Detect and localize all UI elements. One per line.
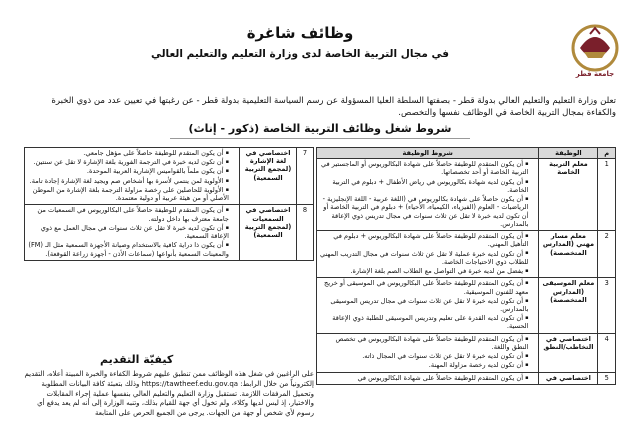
table-row xyxy=(25,148,314,205)
condition-item: ▪ أن يكون المتقدم للوظيفة حاصلاً على البكالوريوس في الموسيقى أو خريج معهد للفنون الموسيقية. xyxy=(319,279,528,295)
row-number: 7 xyxy=(297,148,314,205)
job-conditions xyxy=(317,372,539,384)
jobs-table-left xyxy=(24,147,314,261)
row-number: 4 xyxy=(598,333,616,372)
section-title-text: شروط شغل وظائف التربية الخاصة (ذكور - إناث) xyxy=(188,122,452,135)
condition-item: ▪ يفضل من لديه خبرة في التواصل مع الطلاب الصم بلغة الإشارة. xyxy=(319,267,528,275)
section-title-underline xyxy=(170,138,470,139)
table-row xyxy=(317,372,616,384)
page-subtitle: في مجال التربية الخاصة لدى وزارة التعليم والتعليم العالي xyxy=(150,48,450,60)
condition-item: ▪ أن يكون المتقدم للوظيفة حاصلاً على شهادة البكالوريوس في تخصص النطق واللغة. xyxy=(319,335,528,351)
header-conditions: شروط الوظيفة xyxy=(317,148,539,159)
jobs-table-right-body xyxy=(317,159,616,385)
table-row xyxy=(25,205,314,260)
job-title: اختصاصي في السمعيات (لمجمع التربية السمعية) xyxy=(240,205,297,260)
condition-item: ▪ أن يكون ذا دراية كافية بالاستخدام وصيانة الأجهزة السمعية مثل الـ (FM) والمعينات السمعية بأنواعها (سماعات الأذن - أجهزة زراعة القوقعة). xyxy=(27,241,229,257)
condition-item: ▪ أن يكون المتقدم للوظيفة حاصلاً على شهادة البكالوريوس + دبلوم في التأهيل المهني. xyxy=(319,232,528,248)
condition-item: ▪ أن يكون المتقدم للوظيفة حاصلاً على شهادة البكالوريوس أو الماجستير في التربية الخاصة أو أحد تخصصاتها. xyxy=(319,160,528,176)
header-num: م xyxy=(598,148,616,159)
conditions-list xyxy=(319,374,536,382)
logo-caption: جامعة قطر xyxy=(575,70,615,78)
condition-item: ▪ الأولوية لمن ينتمي لأسرة بها أشخاص صم ويجيد لغة الإشارة إجادة تامة. xyxy=(27,177,229,185)
condition-item: ▪ الأولوية للحاصلين على رخصة مزاولة الترجمة بلغة الإشارة من الموطن الأصلي أو من هيئة عربية أو دولية معتمدة. xyxy=(27,186,229,202)
condition-item: ▪ أن يكون المتقدم للوظيفة حاصلاً على البكالوريوس في السمعيات من جامعة معترف بها داخل دولته. xyxy=(27,206,229,222)
section-title xyxy=(160,122,480,139)
condition-item: ▪ أن يكون ملماً بالقواميس الإشارية العربية الموحدة. xyxy=(27,167,229,175)
conditions-list xyxy=(319,335,536,370)
table-row xyxy=(317,231,616,278)
row-number: 1 xyxy=(598,159,616,231)
condition-item: ▪ أن يكون لديه شهادة بكالوريوس في رياض الأطفال + دبلوم في التربية الخاصة. xyxy=(319,178,528,194)
conditions-list xyxy=(319,160,536,228)
page-title: وظائف شاغرة xyxy=(246,24,354,42)
condition-item: ▪ أن يكون المتقدم للوظيفة حاصلاً على شهادة البكالوريوس في xyxy=(319,374,528,382)
job-title: معلم مسار مهني (المدارس المتخصصة) xyxy=(539,231,598,278)
row-number: 5 xyxy=(598,372,616,384)
conditions-list xyxy=(319,232,536,275)
job-title: معلم الموسيقى (المدارس المتخصصة) xyxy=(539,278,598,333)
jobs-table-left-body xyxy=(25,148,314,261)
table-row xyxy=(317,333,616,372)
job-title: اختصاصي في التخاطب/النطق xyxy=(539,333,598,372)
condition-item: ▪ أن تكون لديه خبرة عملية لا تقل عن ثلاث سنوات في مجال التدريب المهني للطلاب ذوي الاحتياجات الخاصة. xyxy=(319,250,528,266)
row-number: 3 xyxy=(598,278,616,333)
header-job: الوظيفة xyxy=(539,148,598,159)
job-conditions xyxy=(25,148,240,205)
job-conditions xyxy=(317,159,539,231)
condition-item: ▪ أن يكون حاصلاً على شهادة بكالوريوس في (اللغة عربية - اللغة الإنجليزية - الرياضيات - العلوم (الفيزياء، الكيمياء، الأحياء) + دبلوم في التربية الخاصة أو أن تكون لديه خبرة لا تقل عن ثلاث سنوات في مجال تدريس ذوي الإعاقة بالمدارس. xyxy=(319,195,528,228)
condition-item: ▪ أن تكون لديه خبرة لا تقل عن ثلاث سنوات في المجال ذاته. xyxy=(319,352,528,360)
condition-item: ▪ أن تكون لديه خبرة لا تقل عن ثلاث سنوات في مجال العمل مع ذوي الإعاقة السمعية. xyxy=(27,224,229,240)
condition-item: ▪ أن يكون المتقدم للوظيفة حاصلاً على مؤهل جامعي. xyxy=(27,149,229,157)
table-row xyxy=(317,159,616,231)
jobs-table-right xyxy=(316,147,616,385)
job-title: معلم التربية الخاصة xyxy=(539,159,598,231)
conditions-list xyxy=(27,149,237,202)
conditions-list xyxy=(319,279,536,330)
apply-section-text: على الراغبين في شغل هذه الوظائف ممن تنطبق عليهم شروط الكفاءة والخبرة المبينة أعلاه، التقديم إلكترونياً من خلال الرابط: https://tawtheef.edu.gov.qa وذلك بتعبئة كافة البيانات المطلوبة وتحميل المرفقات اللازمة. تستقبل وزارة التعليم والتعليم العالي بنفسها عملية إجراء المقابلات والاختيار، إذ ليس لديها وكلاء، ولم تخول أي جهة للقيام بذلك، وتنبه الوزارة إلى أنه لم يعد يدفع أي رسوم لأي شخص أو جهة من الجهات. يرجى من الجميع الحرص على المتابعة xyxy=(24,370,314,418)
condition-item: ▪ أن تكون لديه خبرة في الترجمة الفورية بلغة الإشارة لا تقل عن سنتين. xyxy=(27,158,229,166)
intro-paragraph: تعلن وزارة التعليم والتعليم العالي بدولة قطر - بصفتها السلطة العليا المسؤولة عن رسم السياسة التعليمية بدولة قطر - عن رغبتها في تعيين عدد من ذوي الخبرة والكفاءة بمجال التربية الخاصة في الوظائف نفسها والتخصص. xyxy=(51,96,616,118)
job-conditions xyxy=(317,231,539,278)
conditions-list xyxy=(27,206,237,257)
apply-section-title: كيفيّة التقديم xyxy=(100,353,174,366)
job-title: اختصاصي في لغة الإشارة (لمجمع التربية السمعية) xyxy=(240,148,297,205)
job-title: اختصاصي في xyxy=(539,372,598,384)
header xyxy=(120,24,480,60)
row-number: 8 xyxy=(297,205,314,260)
condition-item: ▪ أن تكون لديه رخصة مزاولة المهنة. xyxy=(319,361,528,369)
qatar-emblem-logo xyxy=(560,18,630,88)
table-row xyxy=(317,278,616,333)
table-header-row xyxy=(317,148,616,159)
job-conditions xyxy=(317,333,539,372)
job-conditions xyxy=(317,278,539,333)
condition-item: ▪ أن تكون لديه خبرة لا تقل عن ثلاث سنوات في مجال تدريس الموسيقى بالمدارس. xyxy=(319,297,528,313)
row-number: 2 xyxy=(598,231,616,278)
condition-item: ▪ أن تكون لديه القدرة على تعليم وتدريس الموسيقى للطلبة ذوي الإعاقة الحسية. xyxy=(319,314,528,330)
job-conditions xyxy=(25,205,240,260)
